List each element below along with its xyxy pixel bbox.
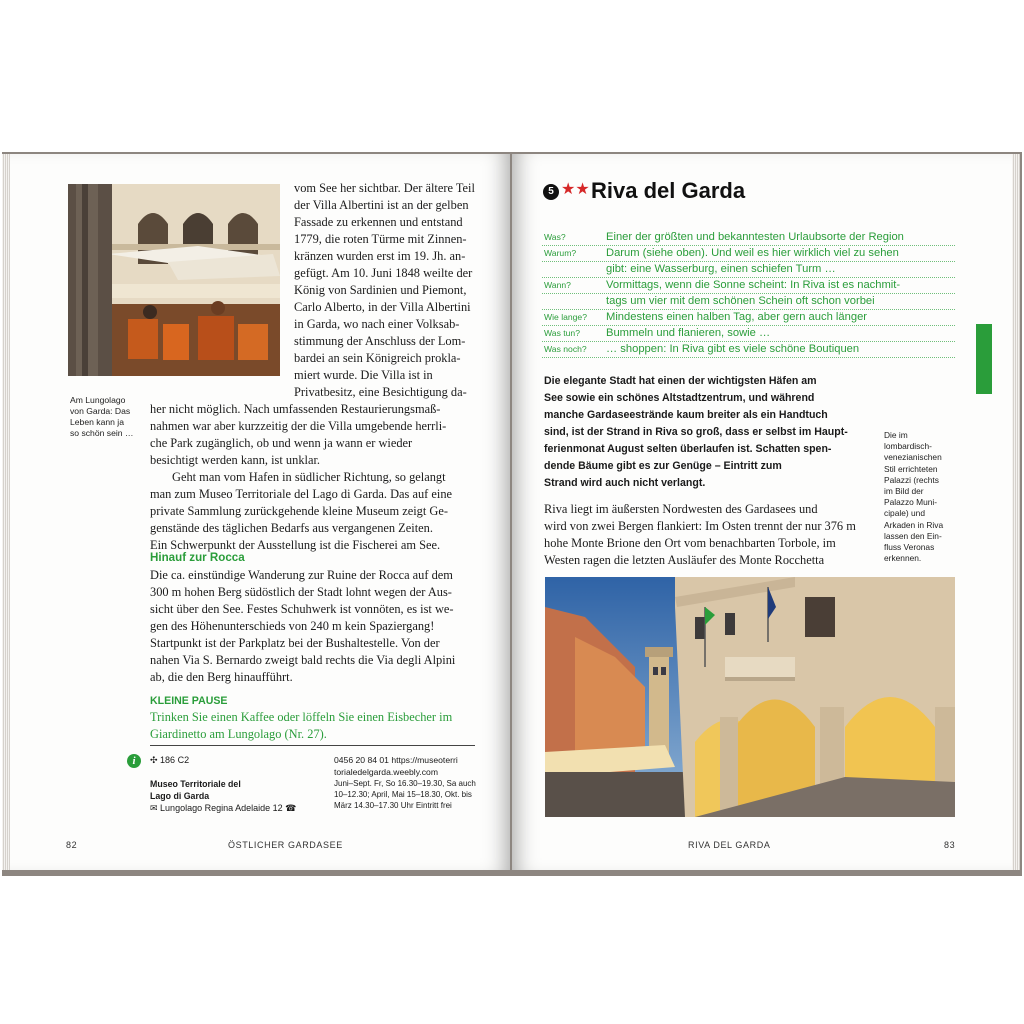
- text-line: gen des Höhenunterschieds von 240 m kein Spaziergang!: [150, 619, 435, 633]
- caption-line: cipale) und: [884, 508, 925, 519]
- caption-line: Leben kann ja: [70, 417, 124, 427]
- caption-line: Stil errichteten: [884, 463, 938, 474]
- text-line: nahen Via S. Bernardo zweigt bald rechts die Via degli Alpini: [150, 653, 456, 667]
- text-line: kränzen wurden erst im 19. Jh. an-: [294, 249, 466, 263]
- text-line: Westen ragen die letzten Ausläufer des Monte Rocchetta: [544, 553, 825, 567]
- caption-line: lombardisch-: [884, 441, 932, 452]
- text-line: gefügt. Am 10. Juni 1848 weilte der: [294, 266, 473, 280]
- info-divider: [150, 745, 475, 746]
- text-line: nahmen war aber kurzzeitig der die Villa umgebende herrli-: [150, 419, 447, 433]
- text-line: in Garda, wo nach einer Volksab-: [294, 317, 460, 331]
- qa-answer: Einer der größten und bekanntesten Urlaubsorte der Region: [606, 231, 904, 243]
- caption-line: Arkaden in Riva: [884, 519, 944, 530]
- pause-line: Trinken Sie einen Kaffee oder löffeln Sie einen Eisbecher im: [150, 710, 453, 724]
- intro-line: sind, ist der Strand in Riva so groß, dass er selbst im Haupt-: [544, 426, 848, 438]
- qa-question: Was tun?: [544, 328, 580, 338]
- contact-line: torialedelgarda.weebly.com: [334, 767, 438, 777]
- qa-row: [542, 245, 955, 262]
- museum-name-line: Lago di Garda: [150, 791, 210, 801]
- pause-heading: KLEINE PAUSE: [150, 695, 228, 707]
- qa-row: [542, 229, 955, 246]
- envelope-icon: ✉: [150, 803, 161, 813]
- qa-row: [542, 293, 955, 310]
- text-line: 1779, die roten Türme mit Zinnen-: [294, 232, 467, 246]
- intro-line: Die elegante Stadt hat einen der wichtigsten Häfen am: [544, 375, 817, 387]
- running-head-left: ÖSTLICHER GARDASEE: [228, 840, 343, 850]
- text-line: Privatbesitz, eine Besichtigung da-: [294, 385, 467, 399]
- caption-line: venezianischen: [884, 452, 942, 463]
- qa-row: [542, 325, 955, 342]
- text-line: der Villa Albertini ist an der gelben: [294, 198, 469, 212]
- text-line: miert wurde. Die Villa ist in: [294, 368, 433, 382]
- caption-line: lassen den Ein-: [884, 530, 942, 541]
- text-line: ab, die den Berg hinaufführt.: [150, 670, 293, 684]
- text-line: Riva liegt im äußersten Nordwesten des Gardasees und: [544, 502, 818, 516]
- garda-lungolago-photo: [68, 184, 280, 376]
- text-line: stimmung der Anschluss der Lom-: [294, 334, 466, 348]
- running-head-right: RIVA DEL GARDA: [688, 840, 771, 850]
- qa-answer: tags um vier mit dem schönen Schein oft schon vorbei: [606, 295, 875, 307]
- page-number-left: 82: [66, 840, 78, 850]
- qa-row: [542, 309, 955, 326]
- caption-line: von Garda: Das: [70, 406, 131, 416]
- page-number-right: 83: [944, 840, 956, 850]
- qa-question: Warum?: [544, 248, 577, 258]
- qa-row: [542, 261, 955, 278]
- caption-line: im Bild der: [884, 486, 924, 497]
- text-line: Geht man vom Hafen in südlicher Richtung, so gelangt: [172, 470, 446, 484]
- caption-line: Palazzi (rechts: [884, 474, 939, 485]
- page-stack-right: [1012, 154, 1020, 870]
- qa-answer: Mindestens einen halben Tag, aber gern auch länger: [606, 311, 868, 323]
- qa-question: Wie lange?: [544, 312, 587, 322]
- phone-icon: ☎: [282, 803, 297, 813]
- rating-stars: ★★: [561, 181, 590, 198]
- info-icon: i: [127, 754, 141, 768]
- caption-line: erkennen.: [884, 553, 922, 564]
- text-line: vom See her sichtbar. Der ältere Teil: [294, 181, 475, 195]
- page-title: Riva del Garda: [591, 178, 746, 203]
- address-text: Lungolago Regina Adelaide 12: [160, 803, 283, 813]
- text-line: private Sammlung zurückgehende kleine Museum zeigt Ge-: [150, 504, 448, 518]
- text-line: che Park zugänglich, ob und wenn ja wann er wieder: [150, 436, 413, 450]
- page-stack-left: [2, 154, 10, 870]
- intro-line: dende Bäume gibt es zur Genüge – Eintritt zum: [544, 460, 782, 472]
- map-ref-value: 186 C2: [160, 755, 190, 765]
- text-line: bardei an sein Königreich prokla-: [294, 351, 461, 365]
- qa-answer: gibt: eine Wasserburg, einen schiefen Turm …: [606, 263, 836, 275]
- intro-line: See sowie ein schönes Altstadtzentrum, und während: [544, 392, 815, 404]
- text-line: man zum Museo Territoriale del Lago di Garda. Das auf eine: [150, 487, 453, 501]
- text-line: her nicht möglich. Nach umfassenden Restaurierungsmaß-: [150, 402, 441, 416]
- qa-row: [542, 277, 955, 294]
- qa-answer: … shoppen: In Riva gibt es viele schöne Boutiquen: [606, 343, 860, 355]
- hours-line: März 14.30–17.30 Uhr Eintritt frei: [334, 801, 452, 810]
- text-line: besichtigt werden kann, ist unklar.: [150, 453, 320, 467]
- intro-line: Strand wird auch nicht verlangt.: [544, 477, 706, 489]
- hours-line: Juni–Sept. Fr, So 16.30–19.30, Sa auch: [334, 779, 476, 788]
- intro-line: manche Gardaseestrände kaum breiter als ein Handtuch: [544, 409, 828, 421]
- caption-line: Die im: [884, 430, 908, 440]
- qa-question: Wann?: [544, 280, 571, 290]
- text-line: sicht über den See. Festes Schuhwerk ist vonnöten, es ist we-: [150, 602, 454, 616]
- text-line: Carlo Alberto, in der Villa Albertini: [294, 300, 471, 314]
- text-line: Die ca. einstündige Wanderung zur Ruine der Rocca auf dem: [150, 568, 453, 582]
- hours-line: 10–12.30; April, Mai 15–18.30, Okt. bis: [334, 790, 472, 799]
- sight-number-badge: 5: [543, 184, 559, 200]
- caption-line: fluss Veronas: [884, 542, 935, 553]
- qa-question: Was?: [544, 232, 566, 242]
- museum-name-line: Museo Territoriale del: [150, 779, 241, 789]
- museum-address: [150, 804, 296, 813]
- side-caption: [884, 430, 943, 564]
- caption-line: Palazzo Muni-: [884, 497, 938, 508]
- text-line: Ein Schwerpunkt der Ausstellung ist die Fischerei am See.: [150, 538, 441, 552]
- qa-answer: Vormittags, wenn die Sonne scheint: In Riva ist es nachmit-: [606, 279, 901, 291]
- compass-icon: ✣: [150, 755, 161, 765]
- chapter-tab: [976, 324, 992, 394]
- qa-answer: Bummeln und flanieren, sowie …: [606, 327, 771, 339]
- rocca-heading: Hinauf zur Rocca: [150, 551, 245, 564]
- caption-line: Am Lungolago: [70, 395, 126, 405]
- text-line: König von Sardinien und Piemont,: [294, 283, 467, 297]
- qa-question: Was noch?: [544, 344, 587, 354]
- caption-line: so schön sein …: [70, 428, 134, 438]
- text-line: Fassade zu erkennen und entstand: [294, 215, 463, 229]
- qa-row: [542, 341, 955, 358]
- intro-line: ferienmonat August selten überlaufen ist. Schatten spen-: [544, 443, 832, 455]
- text-line: genstände des täglichen Bedarfs aus vergangenen Zeiten.: [150, 521, 433, 535]
- contact-line: 0456 20 84 01 https://museoterri: [334, 755, 458, 765]
- text-line: wird von zwei Bergen flankiert: Im Osten trennt der nur 376 m: [544, 519, 856, 533]
- text-line: hohe Monte Brione den Ort vom benachbarten Torbole, im: [544, 536, 836, 550]
- text-line: 300 m hohen Berg südöstlich der Stadt lohnt wegen der Aus-: [150, 585, 452, 599]
- map-reference: [150, 756, 189, 765]
- riva-piazza-photo: [545, 577, 955, 817]
- qa-answer: Darum (siehe oben). Und weil es hier wirklich viel zu sehen: [606, 247, 899, 259]
- photo-caption: [70, 395, 134, 439]
- pause-line: Giardinetto am Lungolago (Nr. 27).: [150, 727, 327, 741]
- text-line: Startpunkt ist der Parkplatz bei der Bushaltestelle. Von der: [150, 636, 440, 650]
